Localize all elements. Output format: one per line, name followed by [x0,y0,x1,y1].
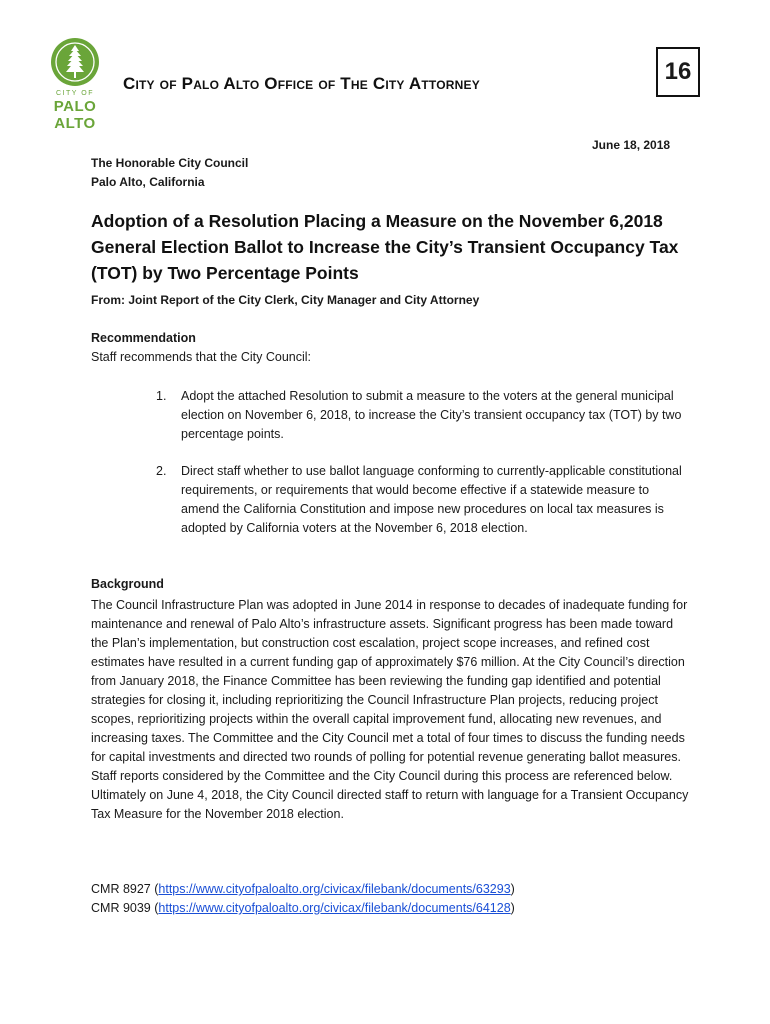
report-date: June 18, 2018 [592,138,671,152]
logo-city-of-text: CITY OF [56,90,94,97]
addressee-line-2: Palo Alto, California [91,175,205,189]
recommendation-heading: Recommendation [91,331,196,345]
references [91,880,515,918]
reference-line [91,880,515,899]
reference-line [91,899,515,918]
reference-suffix: ) [510,882,515,896]
list-item-number: 1. [156,389,167,403]
reference-label: CMR 9039 ( [91,901,159,915]
office-title: City of Palo Alto Office of The City Attorney [123,74,480,93]
logo-palo-text: PALO [53,98,97,115]
recommendation-intro: Staff recommends that the City Council: [91,350,312,364]
logo-alto-text: ALTO [54,115,96,132]
background-paragraph: The Council Infrastructure Plan was adopted in June 2014 in response to decades of inadequate funding for maintenance and renewal of Palo Alto’s infrastructure assets. Significant progress has been made toward the Plan’s implementation, but construction cost escalation, project scope increases, and refined cost estimates have resulted in a current funding gap of approximately $76 million. At the City Council’s direction from January 2018, the Finance Committee has been reviewing the funding gap identified and potential strategies for closing it, including reprioritizing the Council Infrastructure Plan projects, reducing project scopes, reprioritizing projects within the overall capital improvement fund, allocating new revenues, and increasing taxes. The Committee and the City Council met a total of four times to discuss the funding needs for capital investments and directed two rounds of polling for potential revenue generating ballot measures. Staff reports considered by the Committee and the City Council during this process are referenced below. Ultimately on June 4, 2018, the City Council directed staff to return with language for a Transient Occupancy Tax Measure for the November 2018 election. [91,598,689,821]
from-line: From: Joint Report of the City Clerk, City Manager and City Attorney [91,293,480,307]
list-item-text: Direct staff whether to use ballot language conforming to currently-applicable constitutional requirements, or requirements that would become effective if a statewide measure to amend the California Constitution and impose new procedures on local tax measures is adopted by California voters at the November 6, 2018 election. [181,464,682,535]
list-item-text: Adopt the attached Resolution to submit a measure to the voters at the general municipal election on November 6, 2018, to increase the City’s transient occupancy tax (TOT) by two percentage points. [181,389,682,441]
reference-link[interactable]: https://www.cityofpaloalto.org/civicax/filebank/documents/64128 [158,901,511,915]
reference-suffix: ) [510,901,515,915]
list-item-number: 2. [156,464,167,478]
list-item [156,462,686,538]
page-number-badge: 16 [656,47,700,97]
addressee-line-1: The Honorable City Council [91,156,249,170]
document-title: Adoption of a Resolution Placing a Measure on the November 6,2018 General Election Ballot to Increase the City’s Transient Occupancy Tax (TOT) by Two Percentage Points [91,211,679,283]
reference-link[interactable]: https://www.cityofpaloalto.org/civicax/filebank/documents/63293 [158,882,511,896]
city-logo [48,38,102,132]
redwood-tree-icon [51,38,99,86]
reference-label: CMR 8927 ( [91,882,159,896]
list-item [156,387,686,444]
background-heading: Background [91,577,164,591]
